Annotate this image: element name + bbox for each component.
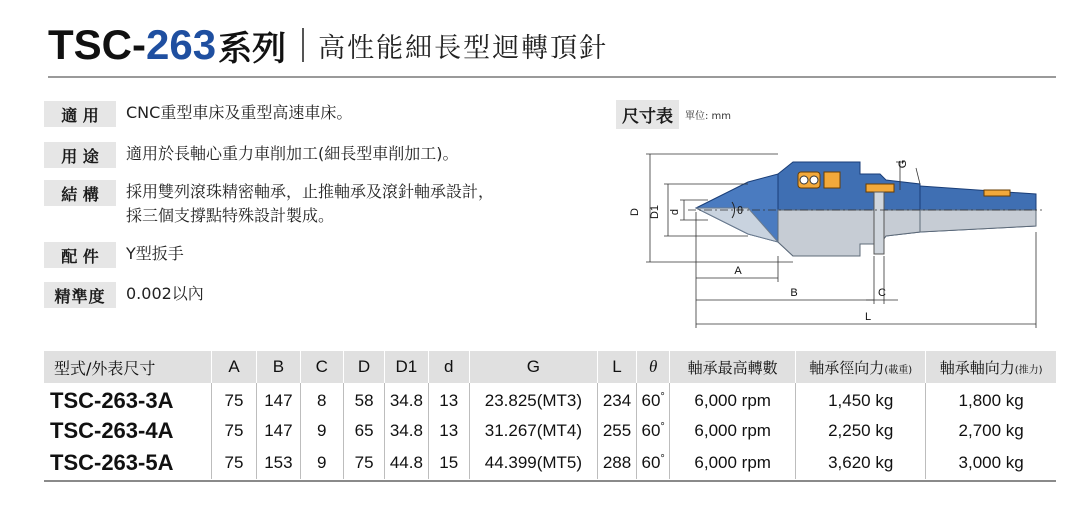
title-rule: [48, 76, 1056, 78]
cell-a: 75: [211, 447, 256, 479]
cell-d1: 34.8: [385, 415, 428, 447]
cell-d1: 44.8: [385, 447, 428, 479]
spec-table: [44, 351, 1056, 479]
cell-l: 234: [597, 383, 636, 415]
col-l: L: [597, 351, 636, 383]
cell-radial-load: 1,450 kg: [796, 383, 926, 415]
cell-d-small: 13: [428, 383, 469, 415]
spec-usage: [44, 142, 459, 168]
spec-text: 採用雙列滾珠精密軸承，止推軸承及滾針軸承設計， 採三個支撐點特殊設計製成。: [126, 182, 495, 225]
title-series: 系列: [218, 28, 287, 69]
dimension-header: [616, 100, 731, 129]
spec-accessory: [44, 242, 184, 268]
spec-structure: [44, 180, 494, 228]
cell-g: 23.825(MT3): [469, 383, 597, 415]
dim-label-d-small: d: [669, 208, 681, 216]
col-theta: θ: [637, 351, 670, 383]
col-d-small: d: [428, 351, 469, 383]
col-d1: D1: [385, 351, 428, 383]
dim-label-d-outer: D: [629, 208, 641, 216]
col-radial-load: 軸承徑向力(載重): [796, 351, 926, 383]
spec-text: 適用於長軸心重力車削加工(細長型車削加工)。: [126, 144, 459, 163]
cell-d-small: 15: [428, 447, 469, 479]
cell-model: TSC-263-3A: [50, 388, 174, 413]
spec-text: Y型扳手: [126, 244, 184, 263]
cell-b: 153: [257, 447, 300, 479]
col-c: C: [300, 351, 343, 383]
table-row: [44, 447, 1056, 479]
cell-axial-load: 1,800 kg: [926, 383, 1056, 415]
table-header-row: [44, 351, 1056, 383]
cell-theta: 60°: [637, 383, 670, 415]
cell-l: 288: [597, 447, 636, 479]
col-model: 型式/外表尺寸: [54, 358, 156, 378]
cell-max-speed: 6,000 rpm: [670, 383, 796, 415]
col-max-speed: 軸承最高轉數: [670, 351, 796, 383]
cell-radial-load: 3,620 kg: [796, 447, 926, 479]
spec-text: CNC重型車床及重型高速車床。: [126, 103, 353, 122]
cell-g: 44.399(MT5): [469, 447, 597, 479]
cell-theta: 60°: [637, 415, 670, 447]
cell-d-small: 13: [428, 415, 469, 447]
dimension-label: 尺寸表: [616, 100, 679, 129]
cell-axial-load: 3,000 kg: [926, 447, 1056, 479]
title-divider: [302, 28, 304, 62]
cell-g: 31.267(MT4): [469, 415, 597, 447]
cell-theta: 60°: [637, 447, 670, 479]
dim-label-a: A: [734, 265, 742, 277]
col-g: G: [469, 351, 597, 383]
cell-b: 147: [257, 383, 300, 415]
page-title: [48, 18, 608, 72]
table-row: [44, 415, 1056, 447]
cell-c: 8: [300, 383, 343, 415]
page-subtitle: 高性能細長型迴轉頂針: [318, 32, 609, 64]
cell-max-speed: 6,000 rpm: [670, 415, 796, 447]
title-model: TSC-263: [48, 21, 217, 68]
dim-label-theta: θ: [736, 205, 744, 217]
spec-accuracy: [44, 282, 204, 308]
spec-text: 0.002以內: [126, 284, 204, 303]
dim-label-d1: D1: [649, 204, 661, 220]
cell-d: 75: [343, 447, 384, 479]
col-a: A: [211, 351, 256, 383]
cell-d1: 34.8: [385, 383, 428, 415]
dim-label-g: G: [897, 159, 909, 169]
spec-label: 精準度: [44, 282, 116, 308]
cell-a: 75: [211, 415, 256, 447]
spec-label: 適 用: [44, 101, 116, 127]
dim-label-l: L: [864, 311, 872, 323]
cell-axial-load: 2,700 kg: [926, 415, 1056, 447]
col-axial-load: 軸承軸向力(推力): [926, 351, 1056, 383]
dim-label-b: B: [790, 287, 798, 299]
cell-a: 75: [211, 383, 256, 415]
spec-label: 結 構: [44, 180, 116, 206]
cell-max-speed: 6,000 rpm: [670, 447, 796, 479]
cell-l: 255: [597, 415, 636, 447]
col-d: D: [343, 351, 384, 383]
spec-label: 配 件: [44, 242, 116, 268]
live-center-drawing: [628, 132, 1048, 337]
cell-c: 9: [300, 415, 343, 447]
cell-d: 65: [343, 415, 384, 447]
cell-d: 58: [343, 383, 384, 415]
dimension-unit: 單位: mm: [685, 111, 732, 122]
col-b: B: [257, 351, 300, 383]
spec-application: [44, 101, 352, 127]
cell-c: 9: [300, 447, 343, 479]
spec-label: 用 途: [44, 142, 116, 168]
cell-model: TSC-263-4A: [50, 418, 174, 443]
cell-radial-load: 2,250 kg: [796, 415, 926, 447]
cell-model: TSC-263-5A: [50, 450, 174, 475]
table-row: [44, 383, 1056, 415]
table-bottom-rule: [44, 480, 1056, 482]
title-number: 263: [146, 21, 217, 68]
dim-label-c: C: [878, 287, 886, 299]
cell-b: 147: [257, 415, 300, 447]
